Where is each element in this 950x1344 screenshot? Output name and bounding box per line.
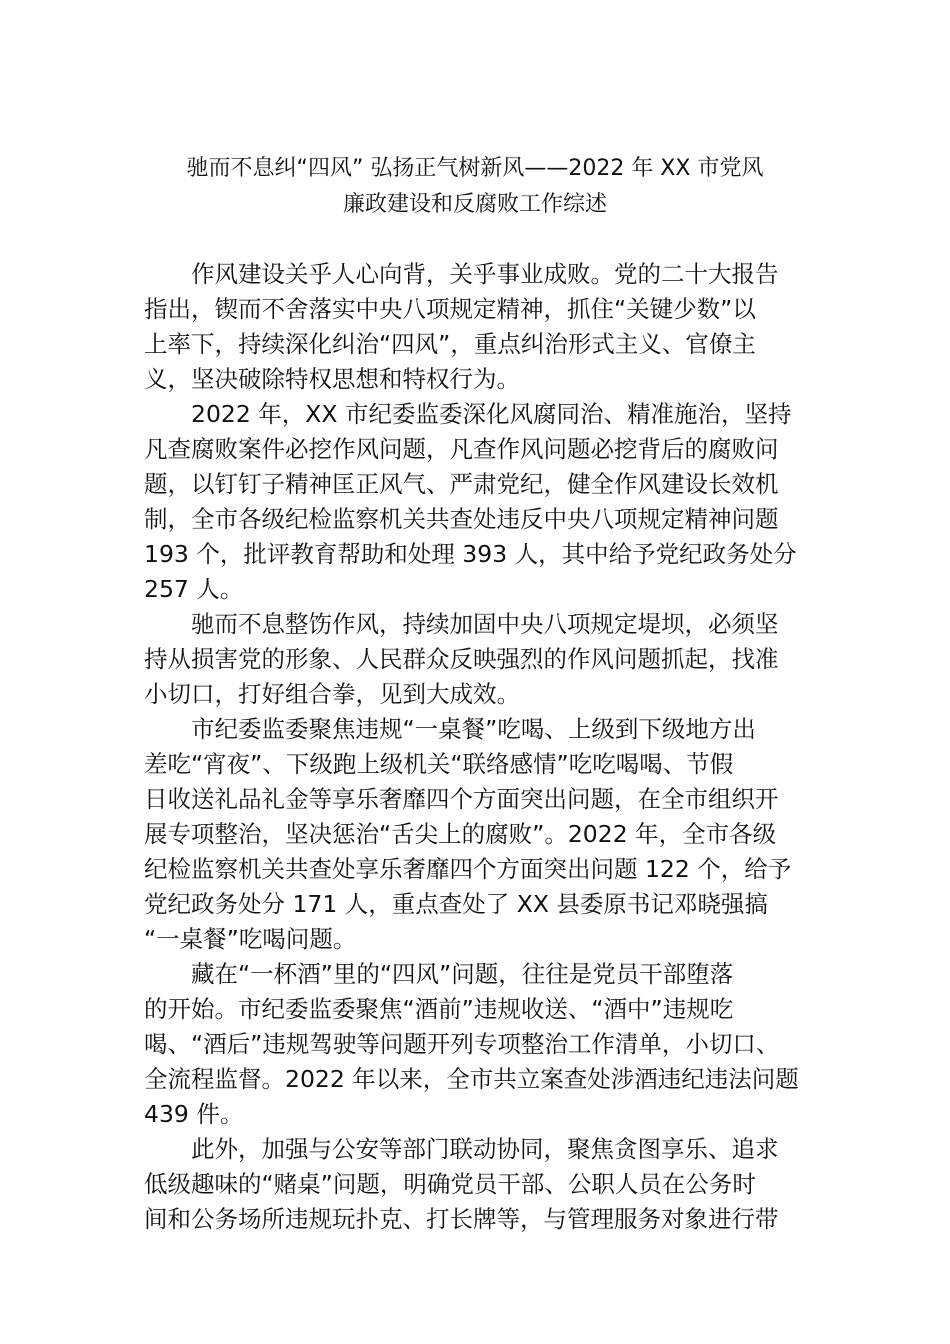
paragraph-4-line-1: 市纪委监委聚焦违规“一桌餐”吃喝、上级到下级地方出	[191, 715, 756, 743]
paragraph-2-line-6: 257 人。	[144, 575, 244, 603]
paragraph-4-line-2: 差吃“宵夜”、下级跑上级机关“联络感情”吃吃喝喝、节假	[144, 750, 734, 778]
paragraph-1-line-1: 作风建设关乎人心向背，关乎事业成败。党的二十大报告	[191, 260, 779, 288]
paragraph-5-line-3: 喝、“酒后”违规驾驶等问题开列专项整治工作清单，小切口、	[144, 1030, 780, 1058]
paragraph-2-line-5: 193 个，批评教育帮助和处理 393 人，其中给予党纪政务处分	[144, 540, 797, 568]
paragraph-5-line-4: 全流程监督。2022 年以来，全市共立案查处涉酒违纪违法问题	[144, 1065, 799, 1093]
paragraph-2-line-1: 2022 年，XX 市纪委监委深化风腐同治、精准施治，坚持	[191, 400, 792, 428]
paragraph-3-line-3: 小切口，打好组合拳，见到大成效。	[144, 680, 520, 708]
paragraph-1-line-3: 上率下，持续深化纠治“四风”，重点纠治形式主义、官僚主	[144, 330, 756, 358]
paragraph-4-line-5: 纪检监察机关共查处享乐奢靡四个方面突出问题 122 个，给予	[144, 855, 792, 883]
paragraph-6-line-1: 此外，加强与公安等部门联动协同，聚焦贪图享乐、追求	[191, 1135, 779, 1163]
paragraph-1-line-4: 义，坚决破除特权思想和特权行为。	[144, 365, 520, 393]
document-title-line-1: 驰而不息纠“四风” 弘扬正气树新风——2022 年 XX 市党风	[186, 156, 764, 181]
paragraph-6-line-3: 间和公务场所违规玩扑克、打长牌等，与管理服务对象进行带	[144, 1205, 779, 1233]
paragraph-4-line-4: 展专项整治，坚决惩治“舌尖上的腐败”。2022 年，全市各级	[144, 820, 777, 848]
paragraph-3-line-2: 持从损害党的形象、人民群众反映强烈的作风问题抓起，找准	[144, 645, 779, 673]
paragraph-2-line-3: 题，以钉钉子精神匡正风气、严肃党纪，健全作风建设长效机	[144, 470, 779, 498]
paragraph-5-line-2: 的开始。市纪委监委聚焦“酒前”违规收送、“酒中”违规吃	[144, 995, 734, 1023]
paragraph-1-line-2: 指出，锲而不舍落实中央八项规定精神，抓住“关键少数”以	[144, 295, 756, 323]
paragraph-5-line-1: 藏在“一杯酒”里的“四风”问题，往往是党员干部堕落	[191, 960, 734, 988]
paragraph-2-line-2: 凡查腐败案件必挖作风问题，凡查作风问题必挖背后的腐败问	[144, 435, 779, 463]
paragraph-4-line-6: 党纪政务处分 171 人，重点查处了 XX 县委原书记邓晓强搞	[144, 890, 768, 918]
paragraph-3-line-1: 驰而不息整饬作风，持续加固中央八项规定堤坝，必须坚	[191, 610, 779, 638]
document-title-line-2: 廉政建设和反腐败工作综述	[342, 192, 607, 217]
paragraph-4-line-7: “一桌餐”吃喝问题。	[144, 925, 357, 953]
paragraph-5-line-5: 439 件。	[144, 1100, 244, 1128]
paragraph-4-line-3: 日收送礼品礼金等享乐奢靡四个方面突出问题，在全市组织开	[144, 785, 779, 813]
paragraph-2-line-4: 制，全市各级纪检监察机关共查处违反中央八项规定精神问题	[144, 505, 779, 533]
paragraph-6-line-2: 低级趣味的“赌桌”问题，明确党员干部、公职人员在公务时	[144, 1170, 756, 1198]
